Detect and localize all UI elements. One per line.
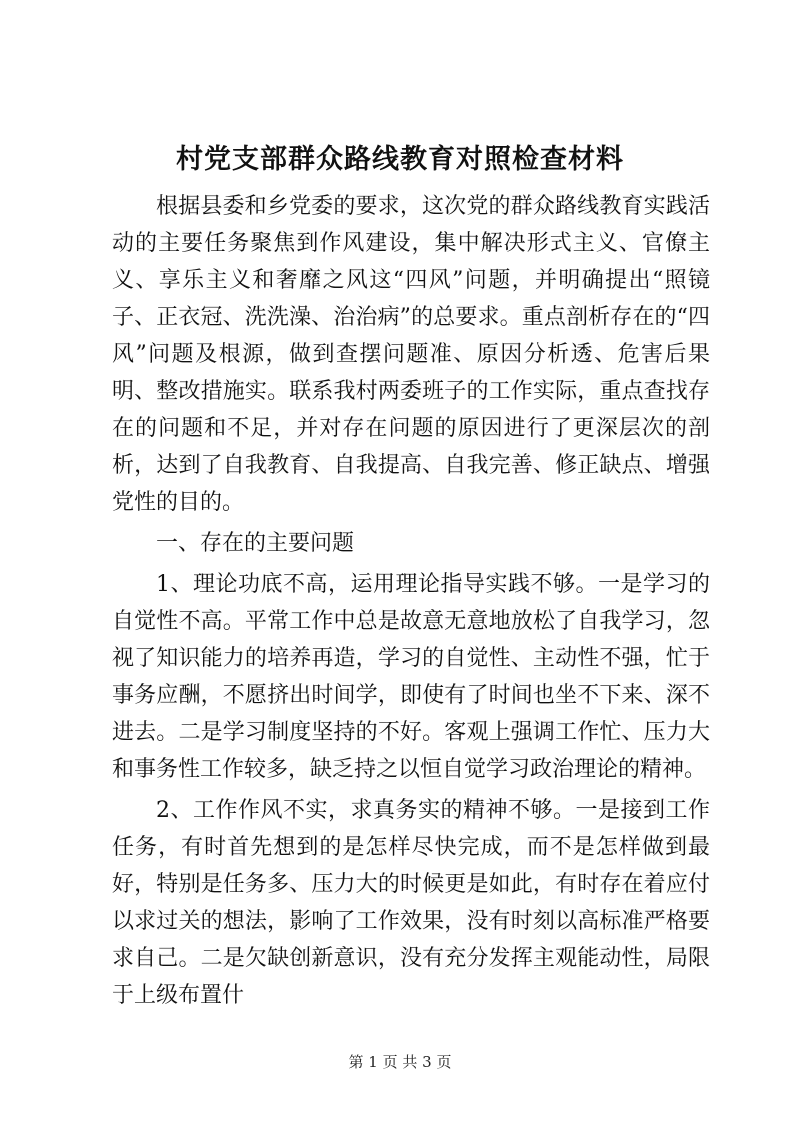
section-heading: 一、存在的主要问题 [156, 531, 355, 556]
issue-paragraph-2: 2、工作作风不实，求真务实的精神不够。一是接到工作任务，有时首先想到的是怎样尽快完成，而不是怎样做到最好，特别是任务多、压力大的时候更是如此，有时存在着应付以求过关的想法，影响了工作效果，没有时刻以高标准严格要求自己。二是欠缺创新意识，没有充分发挥主观能动性，局限于上级布置什 [112, 798, 710, 1008]
page-number: 第 1 页 共 3 页 [348, 1053, 452, 1071]
document-title: 村党支部群众路线教育对照检查材料 [176, 144, 624, 175]
page-footer [0, 1052, 800, 1072]
intro-paragraph: 根据县委和乡党委的要求，这次党的群众路线教育实践活动的主要任务聚焦到作风建设，集中解决形式主义、官僚主义、享乐主义和奢靡之风这“四风”问题，并明确提出“照镜子、正衣冠、洗洗澡、治治病”的总要求。重点剖析存在的“四风”问题及根源，做到查摆问题准、原因分析透、危害后果明、整改措施实。联系我村两委班子的工作实际，重点查找存在的问题和不足，并对存在问题的原因进行了更深层次的剖析，达到了自我教育、自我提高、自我完善、修正缺点、增强党性的目的。 [112, 194, 710, 515]
document-body [112, 188, 710, 1014]
issue-paragraph-1: 1、理论功底不高，运用理论指导实践不够。一是学习的自觉性不高。平常工作中总是故意无意地放松了自我学习，忽视了知识能力的培养再造，学习的自觉性、主动性不强，忙于事务应酬，不愿挤出时间学，即使有了时间也坐不下来、深不进去。二是学习制度坚持的不好。客观上强调工作忙、压力大和事务性工作较多，缺乏持之以恒自觉学习政治理论的精神。 [112, 572, 710, 782]
